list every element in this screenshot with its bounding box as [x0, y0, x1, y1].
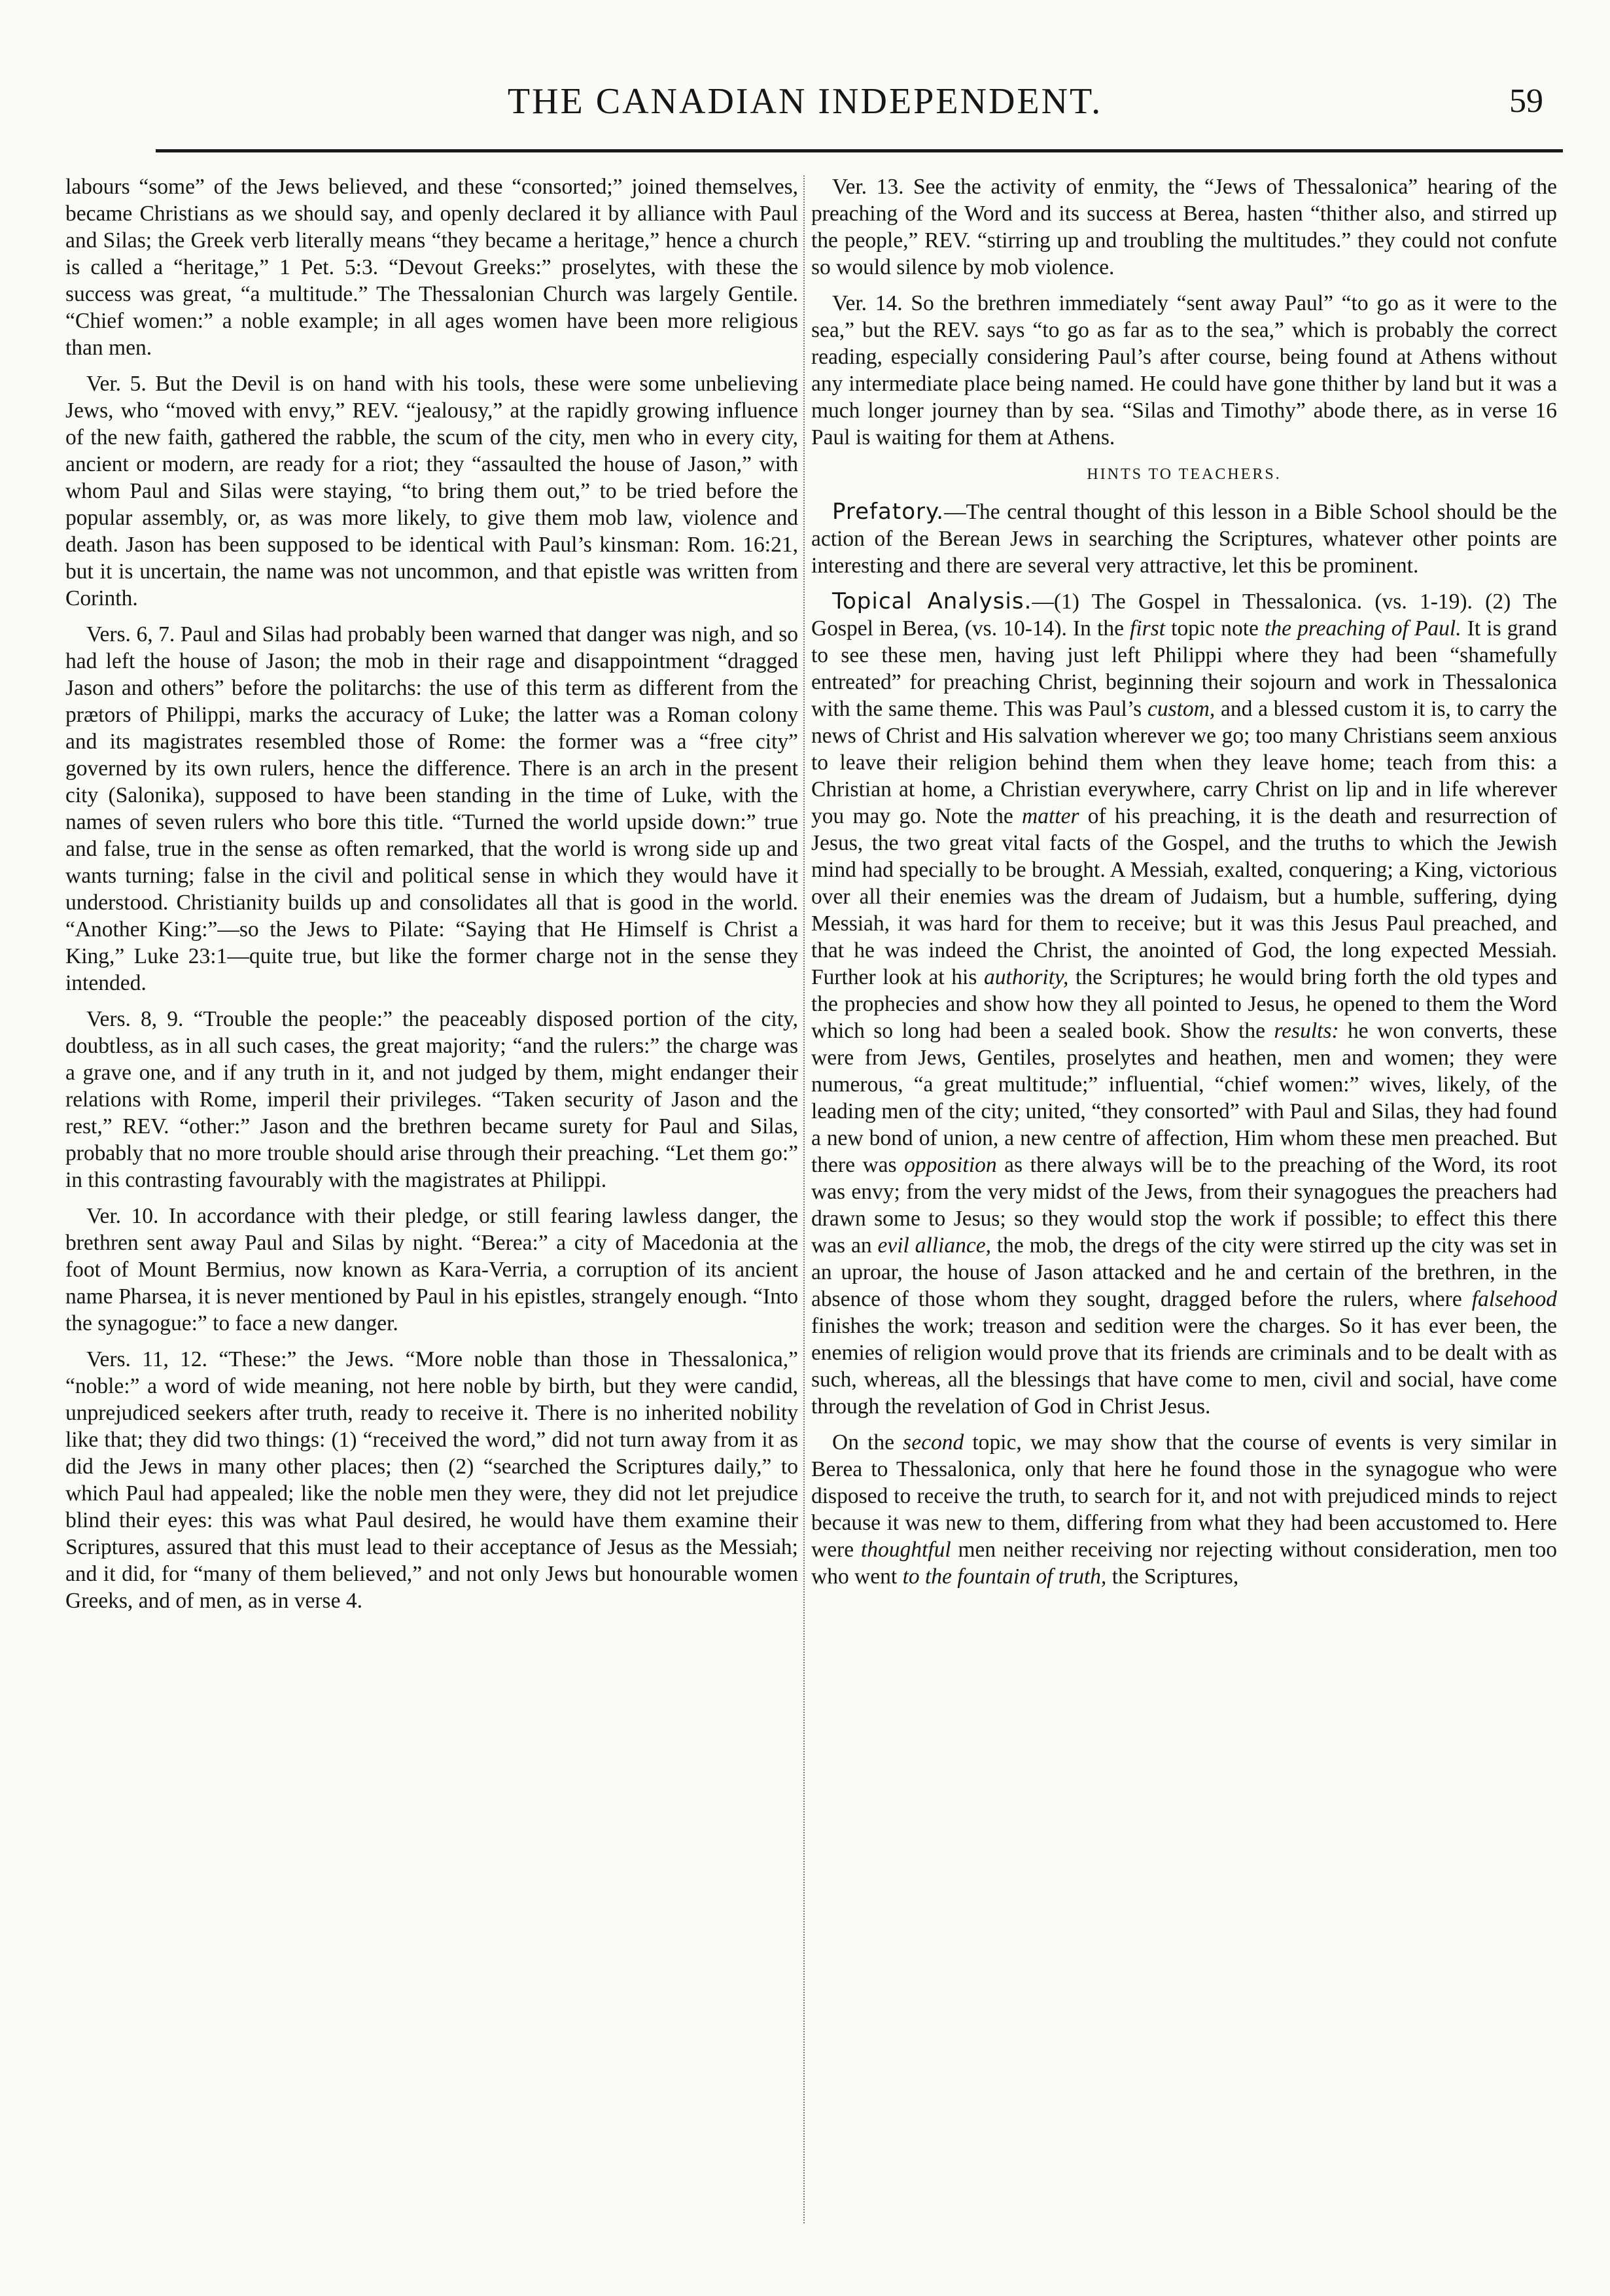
second-topic-text: the Scriptures, [1106, 1564, 1239, 1589]
paragraph-second-topic [811, 1429, 1557, 1590]
topical-text: of his preaching, it is the death and resurrection of Jesus, the two great vital facts of the Gospel, and the truths to which the Jewish mind had specially to be brought. A Messiah, exalted, conquering; a King, victorious over all their enemies was the dream of Judaism, but a humble, suffering, dying Messiah, it was hard for them to receive; but it was this Jesus Paul preached, and that he was indeed the Christ, the anointed of God, the long expected Messiah. Further look at his [811, 804, 1557, 989]
topical-italic: custom, [1147, 697, 1216, 721]
topical-text: —(1) The Gospel in Thessalonica. (vs. 1-19). (2) The Gospel in Berea, (vs. 10-14). In the [811, 590, 1557, 641]
topical-italic: first [1130, 616, 1166, 641]
second-topic-text: men neither receiving nor rejecting without consideration, men too who went [811, 1538, 1557, 1589]
paragraph-ver-14: Ver. 14. So the brethren immediately “sent away Paul” “to go as it were to the sea,” but the REV. says “to go as far as to the sea,” which is probably the correct reading, especially considering Paul’s after course, being found at Athens without any intermediate place being named. He could have gone thither by land but it was a much longer journey than by sea. “Silas and Timothy” abode there, as in verse 16 Paul is waiting for them at Athens. [811, 291, 1557, 450]
topical-text: the mob, the dregs of the city were stirred up the city was set in an uproar, the house of Jason attacked and he and certain of the brethren, in the absence of those whom they sought, dragged before the rulers, where [811, 1233, 1557, 1311]
topical-italic: results: [1274, 1019, 1339, 1043]
topical-italic: evil alliance, [877, 1233, 991, 1258]
left-column [65, 173, 798, 2234]
prefatory-label: Prefatory. [832, 499, 945, 525]
topical-italic: the preaching of Paul. [1265, 616, 1461, 641]
header-rule [156, 149, 1563, 152]
topical-text: the Scriptures; he would bring forth the old types and the prophecies and show how they all pointed to Jesus, he opened to them the Word which so long had been a sealed book. Show the [811, 965, 1557, 1043]
topical-italic: falsehood [1471, 1287, 1557, 1311]
right-column [811, 173, 1557, 2234]
second-topic-text: On the [832, 1430, 903, 1455]
second-topic-text: topic, we may show that the course of events is very similar in Berea to Thessalonica, only that here he found those in the synagogue who were disposed to receive the truth, to search for it, and not with prejudiced minds to reject because it was new to them, differing from what they had been accustomed to. Here were [811, 1430, 1557, 1562]
topical-text: and a blessed custom it is, to carry the news of Christ and His salvation wherever we go; too many Christians seem anxious to leave their religion behind them when they leave home; teach from this: a Christian at home, a Christian everywhere, carry Christ on lip and in life wherever you may go. Note the [811, 697, 1557, 828]
topical-text: as there always will be to the preaching of the Word, its root was envy; from the very midst of the Jews, from their synagogues the preachers had drawn some to Jesus; so they would stop the work if possible; to effect this there was an [811, 1153, 1557, 1258]
paragraph-topical-analysis [811, 588, 1557, 1420]
column-divider [803, 175, 805, 2223]
second-topic-italic: thoughtful [860, 1538, 951, 1562]
paragraph-labours: labours “some” of the Jews believed, and these “consorted;” joined themselves, became Christians as we should say, and openly declared it by alliance with Paul and Silas; the Greek verb literally means “they became a heritage,” hence a church is called a “heritage,” 1 Pet. 5:3. “Devout Greeks:” proselytes, with these the success was great, “a multitude.” The Thessalonian Church was largely Gentile. “Chief women:” a noble example; in all ages women have been more religious than men. [65, 175, 798, 360]
topical-analysis-label: Topical Analysis. [832, 588, 1032, 614]
paragraph-ver-5: Ver. 5. But the Devil is on hand with his tools, these were some unbelieving Jews, who “moved with envy,” REV. “jealousy,” at the rapidly growing influence of the new faith, gathered the rabble, the scum of the city, men who in every city, ancient or modern, are ready for a riot; they “assaulted the house of Jason,” with whom Paul and Silas were staying, “to bring them out,” to be tried before the popular assembly, or, as was more likely, to give them mob law, violence and death. Jason has been supposed to be identical with Paul’s kinsman: Rom. 16:21, but it is uncertain, the name was not uncommon, and that epistle was written from Corinth. [65, 372, 798, 610]
page-header [59, 75, 1551, 128]
topical-italic: opposition [904, 1153, 997, 1177]
publication-title: THE CANADIAN INDEPENDENT. [507, 81, 1103, 122]
paragraph-vers-8-9: Vers. 8, 9. “Trouble the people:” the peaceably disposed portion of the city, doubtless, as in all such cases, the great majority; “and the rulers:” the charge was a grave one, and if any truth in it, and not judged by them, might endanger their relations with Rome, imperil their privileges. “Taken security of Jason and the rest,” REV. “other:” Jason and the brethren became surety for Paul and Silas, probably that no more trouble should arise through their preaching. “Let them go:” in this contrasting favourably with the magistrates at Philippi. [65, 1007, 798, 1192]
page-number: 59 [1509, 82, 1543, 120]
paragraph-vers-11-12: Vers. 11, 12. “These:” the Jews. “More noble than those in Thessalonica,” “noble:” a word of wide meaning, not here noble by birth, but they were candid, unprejudiced seekers after truth, ready to receive it. There is no inherited nobility like that; they did two things: (1) “received the word,” did not turn away from it as did the Jews in many other places; then (2) “searched the Scriptures daily,” to which Paul had appealed; like the noble men they were, they did not let prejudice blind their eyes: this was what Paul desired, he would have them examine their Scriptures, assured that this must lead to their acceptance of Jesus as the Messiah; and it did, for “many of them believed,” and not only Jews but honourable women Greeks, and of men, as in verse 4. [65, 1347, 798, 1613]
topical-text: topic note [1165, 616, 1265, 641]
second-topic-italic: to the fountain of truth, [902, 1564, 1107, 1589]
hints-to-teachers-heading: HINTS TO TEACHERS. [1087, 466, 1282, 483]
topical-italic: matter [1022, 804, 1079, 828]
topical-italic: authority, [984, 965, 1069, 989]
paragraph-ver-10: Ver. 10. In accordance with their pledge, or still fearing lawless danger, the brethren sent away Paul and Silas by night. “Berea:” a city of Macedonia at the foot of Mount Bermius, now known as Kara-Verria, a corruption of its ancient name Pharsea, it is never mentioned by Paul in his epistles, strangely enough. “Into the synagogue:” to face a new danger. [65, 1204, 798, 1335]
topical-text: he won converts, these were from Jews, Gentiles, proselytes and heathen, men and women; they were numerous, “a great multitude;” influential, “chief women:” wives, likely, of the leading men of the city; united, “they consorted” with Paul and Silas, they had found a new bond of union, a new centre of affection, Him whom these men preached. But there was [811, 1019, 1557, 1177]
topical-text: finishes the work; treason and sedition were the charges. So it has ever been, the enemies of religion would prove that its friends are criminals and to be dealt with as such, whereas, all the blessings that have come to men, civil and social, have come through the revelation of God in Christ Jesus. [811, 1314, 1557, 1419]
prefatory-text: —The central thought of this lesson in a Bible School should be the action of the Berean Jews in searching the Scriptures, whatever other points are interesting and there are several very attractive, let this be prominent. [811, 500, 1557, 578]
paragraph-vers-6-7: Vers. 6, 7. Paul and Silas had probably been warned that danger was nigh, and so had left the house of Jason; the mob in their rage and disappointment “dragged Jason and others” before the politarchs: the use of this term as different from the prætors of Philippi, marks the accuracy of Luke; the latter was a Roman colony and its magistrates resembled those of Rome: the former was a “free city” governed by its own rulers, hence the difference. There is an arch in the present city (Salonika), supposed to have been standing in the time of Luke, with the names of seven rulers who bore this title. “Turned the world upside down:” true and false, true in the sense as often remarked, that the world is wrong side up and wants turning; false in the civil and political sense in which they would have it understood. Christianity builds up and consolidates all that is good in the world. “Another King:”—so the Jews to Pilate: “Saying that He Himself is Christ a King,” Luke 23:1—quite true, but like the former charge not in the sense they intended. [65, 622, 798, 995]
second-topic-italic: second [903, 1430, 964, 1455]
paragraph-ver-13: Ver. 13. See the activity of enmity, the “Jews of Thessalonica” hearing of the preaching of the Word and its success at Berea, hasten “thither also, and stirred up the people,” REV. “stirring up and troubling the multitudes.” they could not confute so would silence by mob violence. [811, 175, 1557, 279]
paragraph-prefatory [811, 499, 1557, 579]
topical-text: It is grand to see these men, having just left Philippi where they had been “shamefully entreated” for preaching Christ, beginning their sojourn and work in Thessalonica with the same theme. This was Paul’s [811, 616, 1557, 721]
